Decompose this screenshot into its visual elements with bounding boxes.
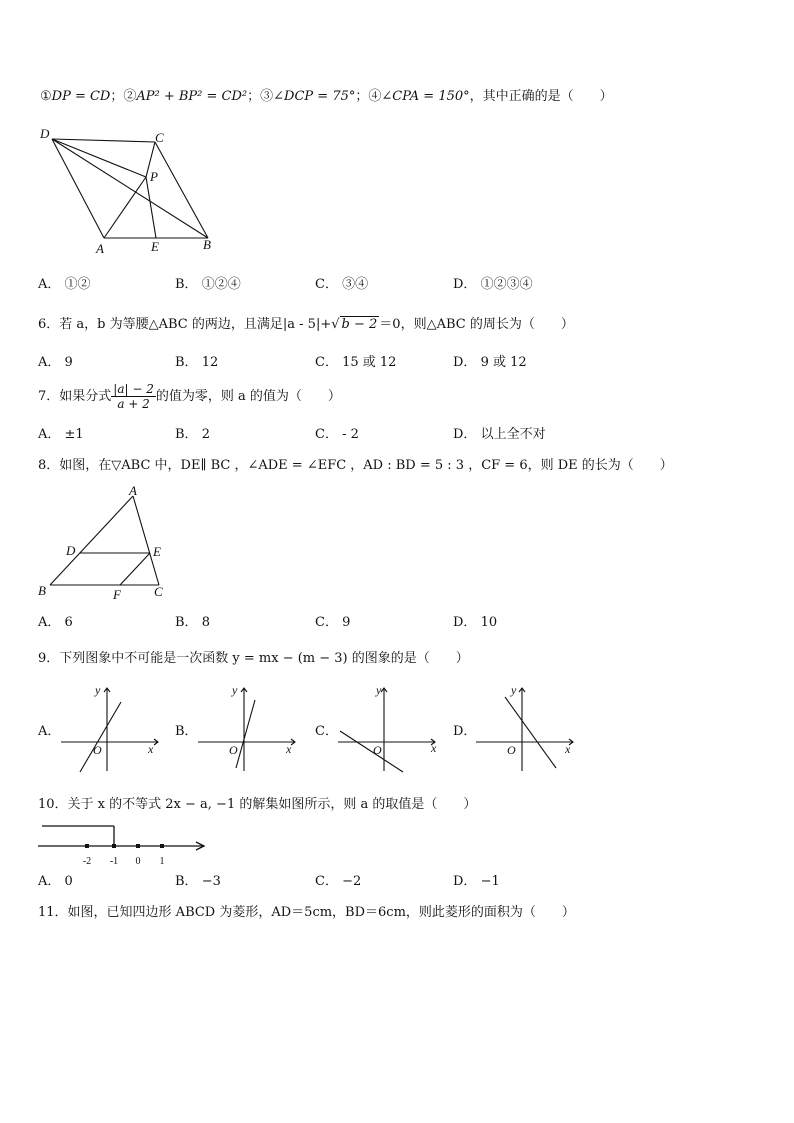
q5-claim-2: AP² + BP² = CD² [136,89,248,104]
q6-statement: 6．若 a，b 为等腰△ABC 的两边，且满足|a - 5|+√ b − 2 ＝0，则△ABC 的周长为（ ） [38,317,574,332]
q8-option-a[interactable]: A． 6 [38,615,73,630]
label-E: E [153,544,161,559]
q7-option-d[interactable]: D． 以上全不对 [453,427,546,442]
origin-label: O [373,743,382,757]
q9-graph-d [473,682,583,774]
label-A: A [96,241,104,256]
origin-label: O [507,743,516,757]
q5-figure [36,124,226,260]
label-B: B [38,583,46,598]
x-axis-label: x [286,742,292,756]
q5-option-c[interactable]: C． ③④ [315,277,369,292]
circled-2: ；② [110,89,137,104]
q5-claim-4: ∠CPA = 150° [381,89,470,104]
q7-option-a[interactable]: A． ±1 [38,427,84,442]
label-A: A [129,484,137,498]
tick-label-0: 0 [135,856,141,867]
q10-option-d[interactable]: D． −1 [453,874,500,889]
q6-option-d[interactable]: D． 9 或 12 [453,355,527,370]
tick-label-neg1: -1 [109,856,119,867]
q9-graph-c [335,682,445,774]
q6-number: 6． [38,317,60,332]
circled-3: ；③ [247,89,274,104]
q11-statement: 11．如图，已知四边形 ABCD 为菱形，AD＝5cm，BD＝6cm，则此菱形的面积为（ ） [38,905,575,920]
q10-option-b[interactable]: B． −3 [175,874,221,889]
label-P: P [150,169,158,184]
q8-option-d[interactable]: D． 10 [453,615,498,630]
tick-label-1: 1 [159,856,165,867]
q9-option-a[interactable]: A． [38,724,61,739]
q8-option-b[interactable]: B． 8 [175,615,210,630]
q9-option-d[interactable]: D． [453,724,477,739]
q8-number: 8． [38,458,60,473]
q5-option-d[interactable]: D． ①②③④ [453,277,533,292]
q9-graph-b [195,682,305,774]
q6-option-b[interactable]: B． 12 [175,355,219,370]
q9-statement: 9．下列图象中不可能是一次函数 y = mx − (m − 3) 的图象的是（ ） [38,651,469,666]
q10-option-a[interactable]: A． 0 [38,874,73,889]
q5-option-a[interactable]: A． ①② [38,277,91,292]
q11-number: 11． [38,905,68,920]
origin-label: O [229,743,238,757]
tick-label-neg2: -2 [82,856,92,867]
y-axis-label: y [95,683,101,697]
origin-label: O [93,743,102,757]
x-axis-label: x [565,742,571,756]
x-axis-label: x [148,742,154,756]
q5-claim-1: DP = CD [51,89,111,104]
label-D: D [40,126,50,141]
sqrt-sign-icon: √ [331,317,340,332]
q5-option-b[interactable]: B． ①②④ [175,277,241,292]
q10-statement: 10．关于 x 的不等式 2x − a, −1 的解集如图所示，则 a 的取值是（ ） [38,797,477,812]
q7-fraction: $\frac{|a| - 2}{a + 2}$ [113,382,154,411]
q10-option-c[interactable]: C． −2 [315,874,362,889]
y-axis-label: y [511,683,517,697]
q6-sqrt-expr: b − 2 [341,317,378,332]
q10-number: 10． [38,797,68,812]
q6-option-a[interactable]: A． 9 [38,355,73,370]
label-D: D [66,543,76,558]
label-B: B [203,237,211,252]
q7-option-b[interactable]: B． 2 [175,427,210,442]
label-C: C [154,584,163,599]
q5-question-tail: ，其中正确的是（ ） [469,89,613,104]
q9-number: 9． [38,651,60,666]
q5-claim-3: ∠DCP = 75° [273,89,356,104]
x-axis-label: x [431,741,437,755]
q6-abs-expr: |a - 5| [282,317,321,332]
label-E: E [151,239,159,254]
q10-number-line [36,822,211,868]
q9-graph-a [58,682,168,774]
label-C: C [155,130,164,145]
circled-4: ；④ [355,89,382,104]
q6-option-c[interactable]: C． 15 或 12 [315,355,397,370]
q7-statement: 7．如果分式 $\frac{|a| - 2}{a + 2}$ 的值为零，则 a 的值为（ ） [38,382,341,411]
q7-number: 7． [38,389,60,404]
q8-option-c[interactable]: C． 9 [315,615,351,630]
q8-statement: 8．如图，在▽ABC 中，DE∥ BC ，∠ADE = ∠EFC ，AD : BD = 5 : 3 ，CF = 6，则 DE 的长为（ ） [38,458,673,473]
q7-option-c[interactable]: C． - 2 [315,427,359,442]
q8-figure [36,484,176,602]
q9-option-b[interactable]: B． [175,724,198,739]
circled-1: ① [40,89,52,104]
q5-statement [40,88,613,106]
q9-option-c[interactable]: C． [315,724,338,739]
label-F: F [113,587,121,602]
y-axis-label: y [232,683,238,697]
y-axis-label: y [376,683,382,697]
